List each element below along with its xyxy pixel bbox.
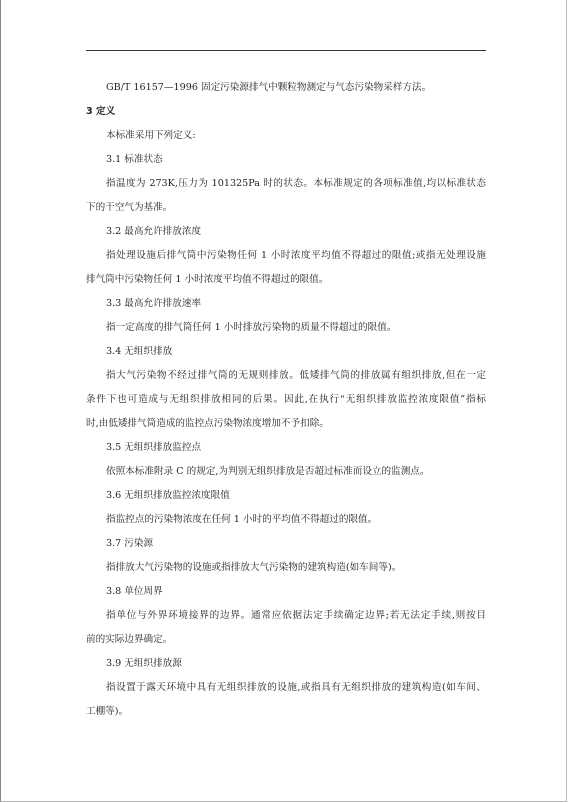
definition-line: 工棚等)。 bbox=[86, 706, 129, 717]
definition-line: 指温度为 273K,压力为 101325Pa 时的状态。本标准规定的各项标准值,均以标准状态 bbox=[106, 178, 486, 189]
definition-line: 前的实际边界确定。 bbox=[86, 634, 173, 645]
definition-line: 排气筒中污染物任何 1 小时浓度平均值不得超过的限值。 bbox=[86, 274, 329, 285]
definition-line: 指设置于露天环境中具有无组织排放的设施,或指具有无组织排放的建筑构造(如车间、 bbox=[106, 682, 486, 693]
definition-term: 3.3 最高允许排放速率 bbox=[106, 298, 202, 309]
definition-term: 3.4 无组织排放 bbox=[106, 346, 173, 357]
section-number: 3 bbox=[86, 106, 93, 117]
definition-line: 时,由低矮排气筒造成的监控点污染物浓度增加不予扣除。 bbox=[86, 418, 329, 429]
header-rule bbox=[86, 50, 486, 51]
definition-line: 依照本标准附录 C 的规定,为判别无组织排放是否超过标准而设立的监测点。 bbox=[106, 466, 430, 477]
definition-line: 指排放大气污染物的设施或指排放大气污染物的建筑构造(如车间等)。 bbox=[106, 562, 402, 573]
definition-term: 3.1 标准状态 bbox=[106, 154, 163, 165]
section-heading bbox=[86, 100, 486, 124]
definition-term: 3.5 无组织排放监控点 bbox=[106, 442, 202, 453]
definition-line: 指大气污染物不经过排气筒的无规则排放。低矮排气筒的排放属有组织排放,但在一定 bbox=[106, 370, 486, 381]
definition-line: 指一定高度的排气筒任何 1 小时排放污染物的质量不得超过的限值。 bbox=[106, 322, 397, 333]
definition-term: 3.2 最高允许排放浓度 bbox=[106, 226, 202, 237]
definition-term: 3.9 无组织排放源 bbox=[106, 658, 182, 669]
section-title: 定义 bbox=[96, 106, 116, 117]
definition-line: 指处理设施后排气筒中污染物任何 1 小时浓度平均值不得超过的限值;或指无处理设施 bbox=[106, 250, 486, 261]
definition-line: 下的干空气为基准。 bbox=[86, 202, 173, 213]
definition-term: 3.7 污染源 bbox=[106, 538, 154, 549]
section-intro: 本标准采用下列定义: bbox=[106, 130, 196, 141]
definition-line: 条件下也可造成与无组织排放相同的后果。因此,在执行“无组织排放监控浓度限值”指标 bbox=[86, 394, 486, 405]
definition-term: 3.8 单位周界 bbox=[106, 586, 163, 597]
definition-line: 指单位与外界环境接界的边界。通常应依据法定手续确定边界;若无法定手续,则按目 bbox=[106, 610, 486, 621]
document-body bbox=[86, 76, 486, 724]
definition-term: 3.6 无组织排放监控浓度限值 bbox=[106, 490, 230, 501]
definition-line: 指监控点的污染物浓度在任何 1 小时的平均值不得超过的限值。 bbox=[106, 514, 378, 525]
reference-line: GB/T 16157—1996 固定污染源排气中颗粒物测定与气态污染物采样方法。 bbox=[106, 82, 432, 93]
